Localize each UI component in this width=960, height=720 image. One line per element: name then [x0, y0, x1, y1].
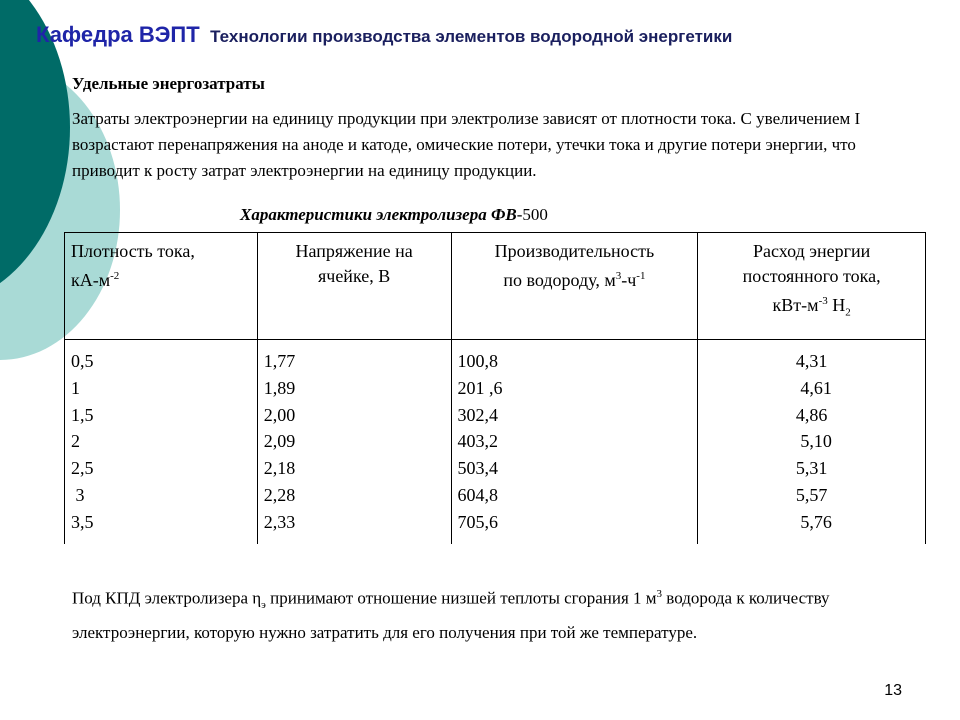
- page-number: 13: [884, 682, 902, 699]
- table-row: [65, 340, 926, 545]
- table-cell: 2,09: [263, 431, 296, 452]
- table-cell: 1: [71, 377, 80, 398]
- table-cell: 2,5: [71, 458, 94, 479]
- table-cell: 5,76: [791, 511, 832, 532]
- header-current-density: Плотность тока, $кА-м^{-2}$: [65, 233, 258, 340]
- table-cell: 2,28: [263, 484, 296, 505]
- table-cell: 5,31: [795, 458, 828, 479]
- table-cell: 2,33: [263, 511, 296, 532]
- table-cell: 4,61: [791, 377, 832, 398]
- section-subtitle: Удельные энергозатраты: [72, 74, 265, 93]
- table-caption-title: Характеристики электролизера ФВ: [240, 205, 517, 224]
- slide-header: [36, 22, 732, 48]
- table-cell: 5,57: [795, 484, 828, 505]
- department-title: Кафедра ВЭПТ: [36, 22, 200, 47]
- table-cell: 0,5: [71, 351, 94, 371]
- column-current-density: [65, 340, 258, 545]
- table-cell: 4,86: [795, 404, 828, 425]
- table-cell: 2: [71, 431, 80, 452]
- efficiency-paragraph: Под КПД электролизера $\eta_э$ принимают отношение низшей теплоты сгорания 1 $м^3$ водорода к количеству электроэнергии, которую нужно затратить для его получения при той же температуре.: [72, 588, 830, 643]
- header-energy-consumption: Расход энергии постоянного тока, кВт-$м^{-3}$ $Н_2$: [698, 233, 926, 340]
- table-cell: 2,00: [263, 404, 296, 425]
- table-cell: 1,5: [71, 404, 94, 425]
- table-cell: 2,18: [263, 458, 296, 479]
- table-cell: 3: [71, 484, 85, 505]
- table-cell: 503,4: [457, 458, 498, 479]
- table-caption-model: -500: [516, 205, 548, 224]
- table-header-row: [65, 233, 926, 340]
- electrolyzer-table: [64, 232, 926, 544]
- table-cell: 1,89: [263, 377, 296, 398]
- table-cell: 302,4: [457, 404, 498, 425]
- table-cell: 5,10: [791, 431, 832, 452]
- table-cell: 604,8: [457, 484, 498, 505]
- column-energy-consumption: [698, 340, 926, 545]
- column-cell-voltage: [257, 340, 451, 545]
- table-cell: 705,6: [457, 511, 498, 532]
- table-cell: 1,77: [263, 351, 296, 371]
- header-hydrogen-output: Производительность по водороду, $м^3-ч^{-1}$: [451, 233, 698, 340]
- table-cell: 3,5: [71, 511, 94, 532]
- table-cell: 100,8: [457, 351, 498, 371]
- column-hydrogen-output: [451, 340, 698, 545]
- header-cell-voltage: Напряжение на ячейке, В: [257, 233, 451, 340]
- intro-paragraph: Затраты электроэнергии на единицу продукции при электролизе зависят от плотности тока. С увеличением I возрастают перенапряжения на аноде и катоде, омические потери, утечки тока и другие потери энергии, что приводит к росту затрат электроэнергии на единицу продукции.: [72, 109, 861, 180]
- course-title: Технологии производства элементов водородной энергетики: [210, 27, 733, 46]
- table-caption: [240, 205, 548, 225]
- table-cell: 403,2: [457, 431, 498, 452]
- table-cell: 201 ,6: [457, 377, 503, 398]
- table-cell: 4,31: [795, 351, 828, 371]
